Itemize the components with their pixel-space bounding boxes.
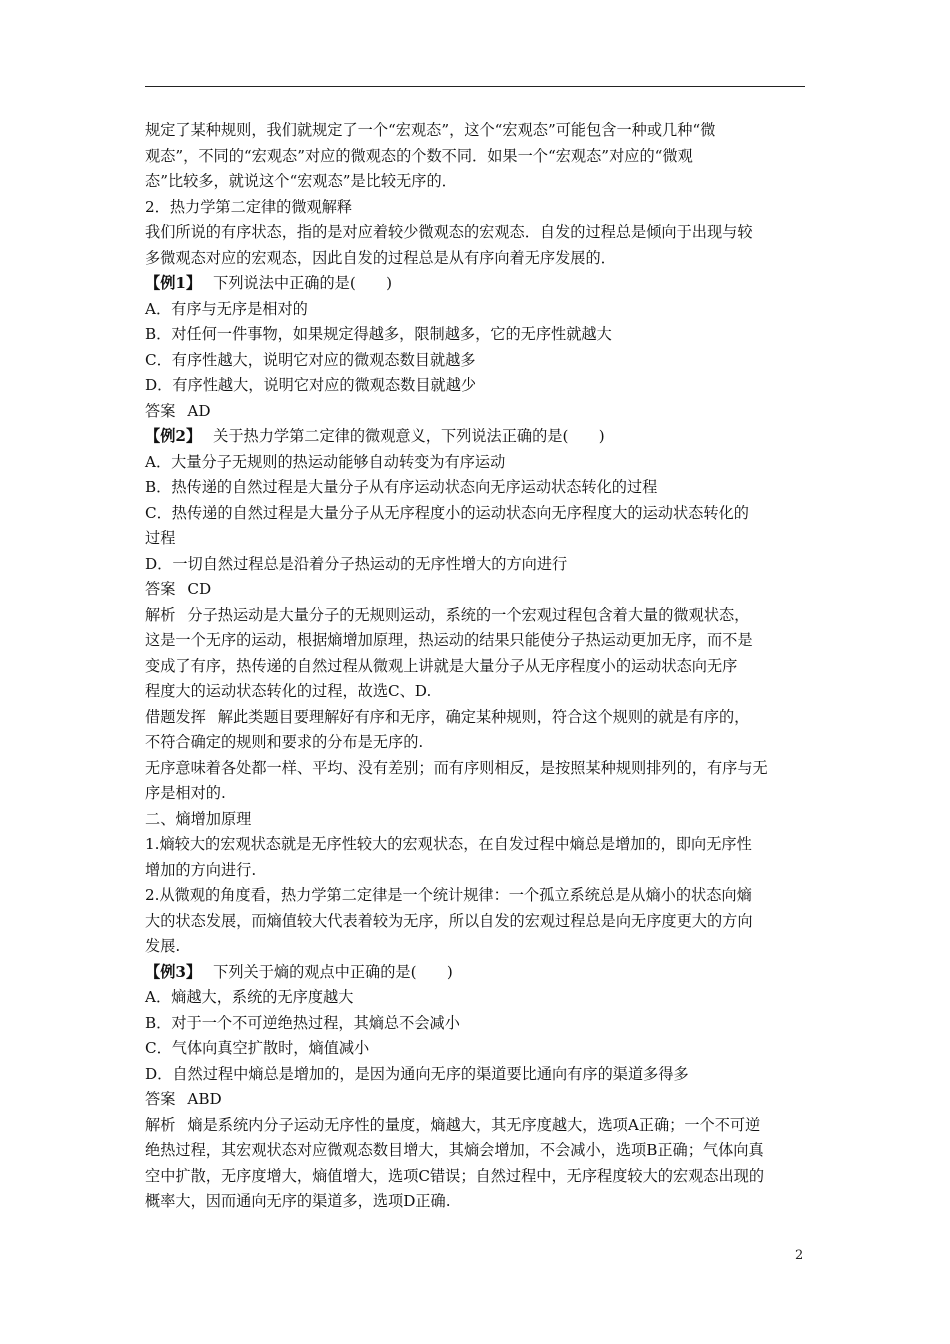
text-line: 变成了有序，热传递的自然过程从微观上讲就是大量分子从无序程度小的运动状态向无序: [145, 656, 738, 675]
analysis-text: 分子热运动是大量分子的无规则运动，系统的一个宏观过程包含着大量的微观状态，: [187, 605, 750, 624]
page-number: 2: [795, 1248, 804, 1263]
text-line: 发展.: [145, 937, 181, 955]
answer-label: 答案: [145, 580, 176, 598]
option-line: C．有序性越大，说明它对应的微观态数目就越多: [145, 350, 476, 369]
option-line: B．对任何一件事物，如果规定得越多，限制越多，它的无序性就越大: [145, 325, 612, 343]
tip-text: 解此类题目要理解好有序和无序，确定某种规则，符合这个规则的就是有序的，: [217, 707, 750, 726]
example-3-question: [145, 960, 815, 986]
example-1-question: [145, 271, 815, 297]
answer-value: AD: [187, 401, 211, 420]
option-line: A．熵越大，系统的无序度越大: [145, 988, 354, 1006]
text-line: 这是一个无序的运动，根据熵增加原理，热运动的结果只能使分子热运动更加无序，而不是: [145, 631, 753, 649]
answer-value: ABD: [187, 1090, 222, 1108]
text-line: 序是相对的.: [145, 784, 226, 802]
question-text: 下列关于熵的观点中正确的是( ): [213, 962, 453, 981]
text-line: 观态”，不同的“宏观态”对应的微观态的个数不同．如果一个“宏观态”对应的“微观: [145, 146, 693, 165]
option-line: C．气体向真空扩散时，熵值减小: [145, 1039, 370, 1057]
option-line: 过程: [145, 529, 176, 547]
option-line: A．大量分子无规则的热运动能够自动转变为有序运动: [145, 452, 506, 471]
option-line: C．热传递的自然过程是大量分子从无序程度小的运动状态向无序程度大的运动状态转化的: [145, 503, 749, 522]
example-label: 【例1】: [145, 274, 202, 292]
text-line: 规定了某种规则，我们就规定了一个“宏观态”，这个“宏观态”可能包含一种或几种“微: [145, 121, 716, 139]
option-line: D．一切自然过程总是沿着分子热运动的无序性增大的方向进行: [145, 554, 568, 573]
tip-label: 借题发挥: [145, 707, 206, 726]
text-line: 程度大的运动状态转化的过程，故选C、D.: [145, 682, 432, 700]
text-line: 多微观态对应的宏观态，因此自发的过程总是从有序向着无序发展的．: [145, 248, 616, 267]
question-text: 关于热力学第二定律的微观意义，下列说法正确的是( ): [213, 427, 605, 445]
text-line: 2.从微观的角度看，热力学第二定律是一个统计规律：一个孤立系统总是从熵小的状态向熵: [145, 886, 752, 904]
tip-line: [145, 705, 815, 731]
answer-label: 答案: [145, 1090, 176, 1108]
document-body: [145, 118, 815, 1215]
option-line: D．自然过程中熵总是增加的，是因为通向无序的渠道要比通向有序的渠道多得多: [145, 1064, 689, 1083]
example-label: 【例3】: [145, 962, 202, 981]
answer-line: [145, 399, 815, 425]
answer-label: 答案: [145, 401, 176, 420]
option-line: D．有序性越大，说明它对应的微观态数目就越少: [145, 376, 477, 394]
option-line: B．热传递的自然过程是大量分子从有序运动状态向无序运动状态转化的过程: [145, 478, 658, 496]
section-heading: 二、熵增加原理: [145, 809, 252, 828]
analysis-label: 解析: [145, 605, 176, 624]
text-line: 大的状态发展，而熵值较大代表着较为无序，所以自发的宏观过程总是向无序度更大的方向: [145, 911, 753, 930]
example-label: 【例2】: [145, 427, 202, 445]
text-line: 无序意味着各处都一样、平均、没有差别；而有序则相反，是按照某种规则排列的，有序与无: [145, 758, 768, 777]
example-2-question: [145, 424, 815, 450]
option-line: A．有序与无序是相对的: [145, 299, 308, 318]
text-line: 不符合确定的规则和要求的分布是无序的.: [145, 733, 424, 751]
header-rule: [145, 86, 805, 87]
text-line: 2．热力学第二定律的微观解释: [145, 197, 353, 216]
answer-line: [145, 1087, 815, 1113]
text-line: 1.熵较大的宏观状态就是无序性较大的宏观状态，在自发过程中熵总是增加的，即向无序性: [145, 835, 752, 853]
analysis-line: [145, 603, 815, 629]
text-line: 空中扩散，无序度增大，熵值增大，选项C错误；自然过程中，无序程度较大的宏观态出现的: [145, 1166, 765, 1185]
analysis-text: 熵是系统内分子运动无序性的量度，熵越大，其无序度越大，选项A正确；一个不可逆: [187, 1115, 761, 1134]
text-line: 态”比较多，就说这个“宏观态”是比较无序的．: [145, 172, 457, 190]
text-line: 增加的方向进行.: [145, 860, 257, 879]
text-line: 概率大，因而通向无序的渠道多，选项D正确.: [145, 1192, 451, 1210]
answer-line: [145, 577, 815, 603]
option-line: B．对于一个不可逆绝热过程，其熵总不会减小: [145, 1013, 460, 1032]
text-line: 我们所说的有序状态，指的是对应着较少微观态的宏观态．自发的过程总是倾向于出现与较: [145, 223, 753, 241]
analysis-line: [145, 1113, 815, 1139]
analysis-label: 解析: [145, 1115, 176, 1134]
text-line: 绝热过程，其宏观状态对应微观态数目增大，其熵会增加，不会减小，选项B正确；气体向真: [145, 1141, 764, 1159]
question-text: 下列说法中正确的是( ): [213, 274, 393, 292]
answer-value: CD: [187, 580, 212, 598]
